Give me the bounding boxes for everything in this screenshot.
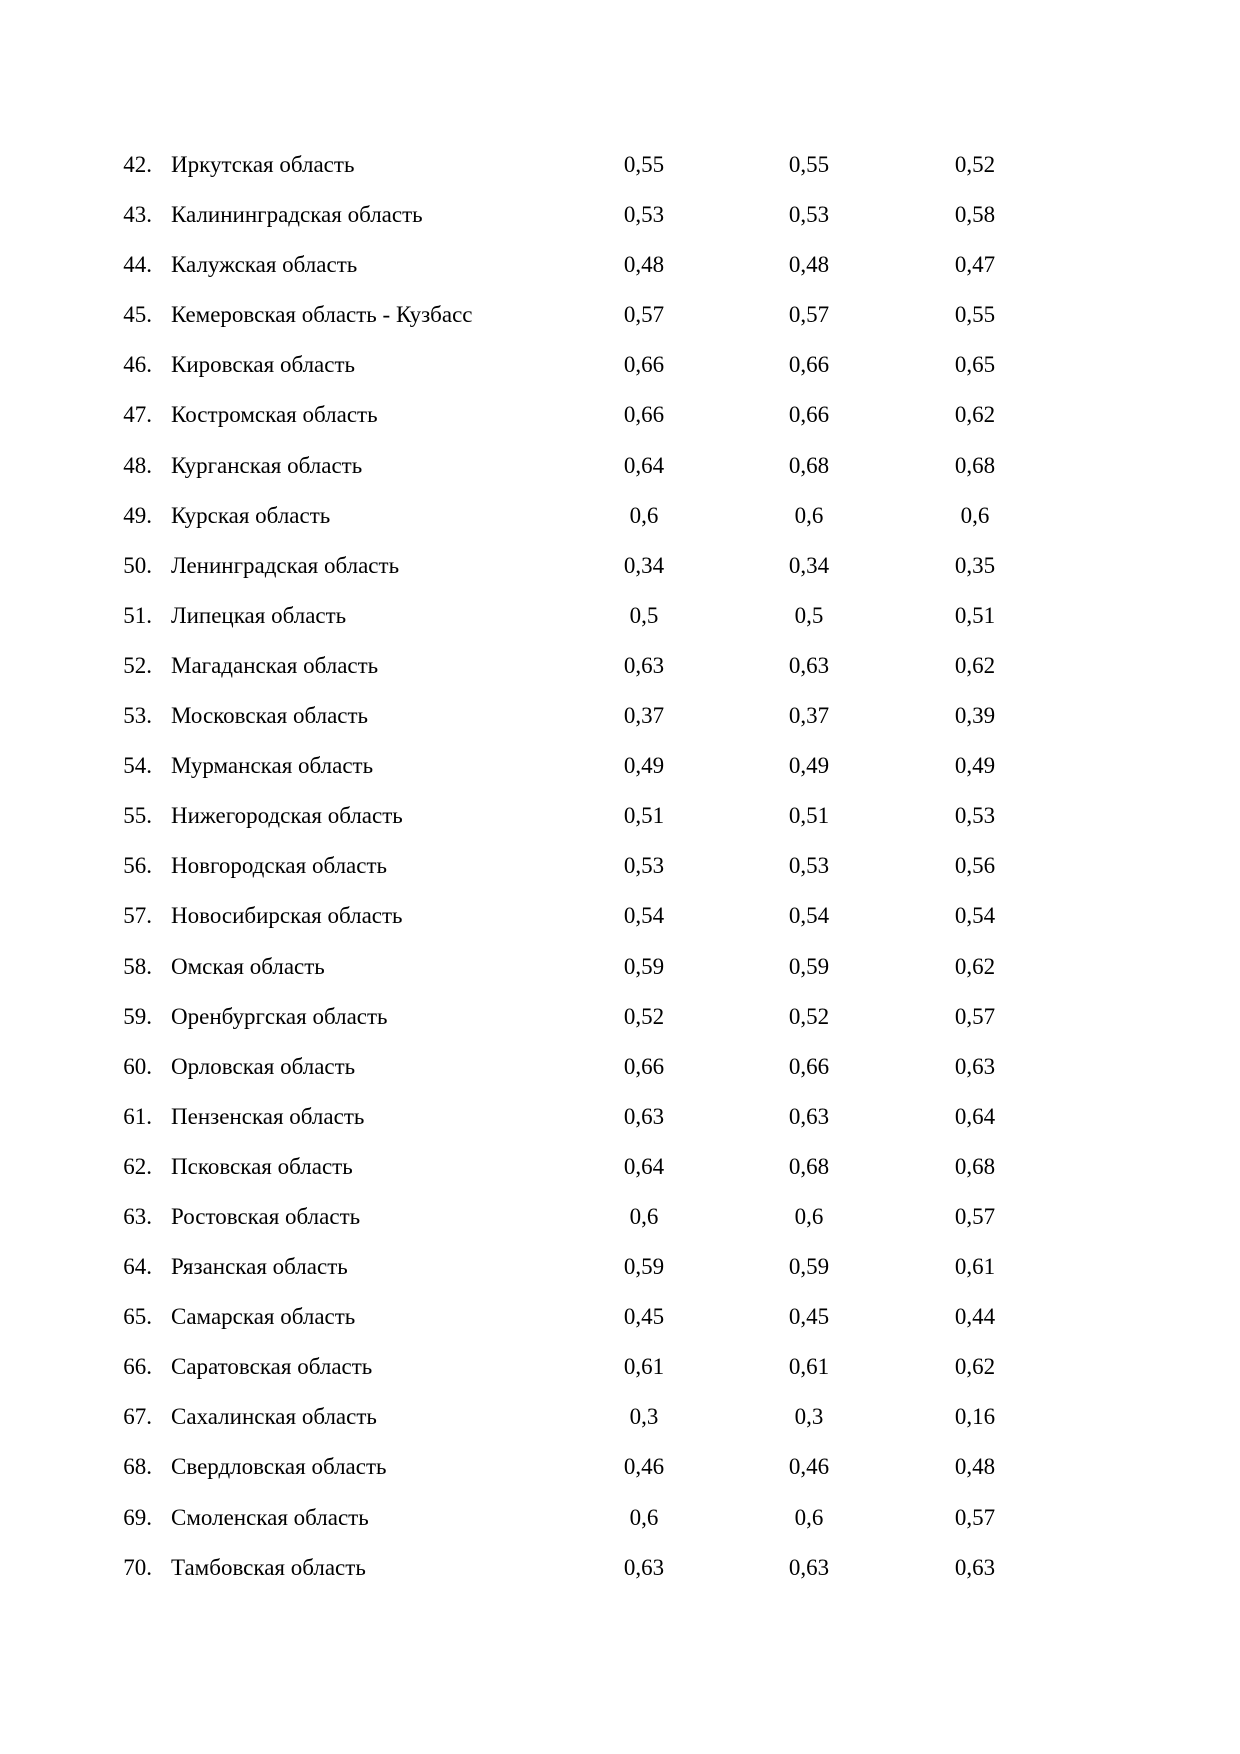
table-row bbox=[0, 1102, 1240, 1152]
region-name: Кемеровская область - Кузбасс bbox=[171, 302, 473, 328]
value-column-1: 0,53 bbox=[623, 202, 665, 228]
value-column-1: 0,66 bbox=[623, 402, 665, 428]
region-name: Новосибирская область bbox=[171, 903, 403, 929]
region-name: Новгородская область bbox=[171, 853, 388, 879]
value-column-3: 0,65 bbox=[954, 352, 996, 378]
value-column-3: 0,58 bbox=[954, 202, 996, 228]
value-column-3: 0,63 bbox=[954, 1554, 996, 1580]
value-column-1: 0,63 bbox=[623, 652, 665, 678]
value-column-2: 0,54 bbox=[788, 903, 830, 929]
value-column-3: 0,62 bbox=[954, 402, 996, 428]
value-column-3: 0,16 bbox=[954, 1404, 996, 1430]
table-row bbox=[0, 551, 1240, 601]
value-column-1: 0,52 bbox=[623, 1003, 665, 1029]
row-number: 57. bbox=[123, 903, 152, 929]
value-column-1: 0,59 bbox=[623, 1254, 665, 1280]
table-row bbox=[0, 952, 1240, 1002]
table-row bbox=[0, 1452, 1240, 1502]
row-number: 61. bbox=[123, 1103, 152, 1129]
value-column-3: 0,62 bbox=[954, 1354, 996, 1380]
value-column-3: 0,49 bbox=[954, 753, 996, 779]
row-number: 48. bbox=[123, 452, 152, 478]
table-row bbox=[0, 1252, 1240, 1302]
value-column-2: 0,66 bbox=[788, 352, 830, 378]
region-name: Ростовская область bbox=[171, 1203, 361, 1229]
row-number: 46. bbox=[123, 352, 152, 378]
value-column-3: 0,44 bbox=[954, 1304, 996, 1330]
value-column-1: 0,55 bbox=[623, 152, 665, 177]
value-column-3: 0,39 bbox=[954, 703, 996, 729]
value-column-3: 0,68 bbox=[954, 1153, 996, 1179]
value-column-2: 0,63 bbox=[788, 1554, 830, 1580]
value-column-1: 0,37 bbox=[623, 703, 665, 729]
region-name: Пензенская область bbox=[171, 1103, 365, 1129]
table-row bbox=[0, 400, 1240, 450]
value-column-1: 0,46 bbox=[623, 1454, 665, 1480]
region-name: Псковская область bbox=[171, 1153, 353, 1179]
row-number: 67. bbox=[123, 1404, 152, 1430]
value-column-2: 0,45 bbox=[788, 1304, 830, 1330]
value-column-3: 0,53 bbox=[954, 803, 996, 829]
value-column-3: 0,6 bbox=[960, 502, 990, 528]
value-column-2: 0,61 bbox=[788, 1354, 830, 1380]
value-column-1: 0,64 bbox=[623, 1153, 665, 1179]
value-column-2: 0,53 bbox=[788, 853, 830, 879]
value-column-1: 0,49 bbox=[623, 753, 665, 779]
table-row bbox=[0, 1002, 1240, 1052]
value-column-3: 0,48 bbox=[954, 1454, 996, 1480]
value-column-3: 0,56 bbox=[954, 853, 996, 879]
table-row bbox=[0, 1553, 1240, 1603]
value-column-3: 0,35 bbox=[954, 552, 996, 578]
value-column-2: 0,66 bbox=[788, 402, 830, 428]
value-column-1: 0,63 bbox=[623, 1554, 665, 1580]
value-column-2: 0,48 bbox=[788, 252, 830, 278]
value-column-2: 0,52 bbox=[788, 1003, 830, 1029]
row-number: 45. bbox=[123, 302, 152, 328]
value-column-2: 0,53 bbox=[788, 202, 830, 228]
table-row bbox=[0, 801, 1240, 851]
value-column-1: 0,6 bbox=[629, 502, 659, 528]
region-name: Тамбовская область bbox=[171, 1554, 366, 1580]
table-row bbox=[0, 200, 1240, 250]
row-number: 52. bbox=[123, 652, 152, 678]
row-number: 58. bbox=[123, 953, 152, 979]
value-column-3: 0,64 bbox=[954, 1103, 996, 1129]
table-row bbox=[0, 1402, 1240, 1452]
value-column-3: 0,68 bbox=[954, 452, 996, 478]
value-column-2: 0,59 bbox=[788, 1254, 830, 1280]
table-row bbox=[0, 501, 1240, 551]
table-row bbox=[0, 451, 1240, 501]
value-column-3: 0,51 bbox=[954, 602, 996, 628]
region-table bbox=[0, 150, 1240, 1603]
row-number: 65. bbox=[123, 1304, 152, 1330]
region-name: Липецкая область bbox=[171, 602, 347, 628]
value-column-2: 0,68 bbox=[788, 452, 830, 478]
value-column-1: 0,51 bbox=[623, 803, 665, 829]
region-name: Саратовская область bbox=[171, 1354, 373, 1380]
table-row bbox=[0, 300, 1240, 350]
region-name: Иркутская область bbox=[171, 152, 355, 177]
row-number: 63. bbox=[123, 1203, 152, 1229]
table-row bbox=[0, 751, 1240, 801]
row-number: 62. bbox=[123, 1153, 152, 1179]
region-name: Московская область bbox=[171, 703, 369, 729]
value-column-3: 0,52 bbox=[954, 152, 996, 177]
value-column-3: 0,55 bbox=[954, 302, 996, 328]
row-number: 44. bbox=[123, 252, 152, 278]
region-name: Сахалинская область bbox=[171, 1404, 377, 1430]
table-row bbox=[0, 1202, 1240, 1252]
table-row bbox=[0, 1503, 1240, 1553]
row-number: 42. bbox=[123, 152, 152, 177]
value-column-2: 0,34 bbox=[788, 552, 830, 578]
region-name: Курганская область bbox=[171, 452, 363, 478]
row-number: 59. bbox=[123, 1003, 152, 1029]
value-column-2: 0,68 bbox=[788, 1153, 830, 1179]
value-column-2: 0,66 bbox=[788, 1053, 830, 1079]
region-name: Орловская область bbox=[171, 1053, 356, 1079]
value-column-2: 0,6 bbox=[794, 1203, 824, 1229]
value-column-3: 0,57 bbox=[954, 1203, 996, 1229]
table-row bbox=[0, 150, 1240, 200]
value-column-1: 0,5 bbox=[629, 602, 659, 628]
value-column-2: 0,37 bbox=[788, 703, 830, 729]
row-number: 60. bbox=[123, 1053, 152, 1079]
table-row bbox=[0, 1302, 1240, 1352]
region-name: Калужская область bbox=[171, 252, 358, 278]
value-column-2: 0,63 bbox=[788, 1103, 830, 1129]
region-name: Свердловская область bbox=[171, 1454, 387, 1480]
value-column-1: 0,54 bbox=[623, 903, 665, 929]
value-column-2: 0,6 bbox=[794, 1504, 824, 1530]
value-column-2: 0,3 bbox=[794, 1404, 824, 1430]
value-column-3: 0,47 bbox=[954, 252, 996, 278]
region-name: Нижегородская область bbox=[171, 803, 403, 829]
value-column-2: 0,57 bbox=[788, 302, 830, 328]
value-column-2: 0,63 bbox=[788, 652, 830, 678]
table-row bbox=[0, 701, 1240, 751]
value-column-3: 0,54 bbox=[954, 903, 996, 929]
row-number: 54. bbox=[123, 753, 152, 779]
region-name: Костромская область bbox=[171, 402, 378, 428]
value-column-1: 0,63 bbox=[623, 1103, 665, 1129]
value-column-1: 0,59 bbox=[623, 953, 665, 979]
value-column-2: 0,49 bbox=[788, 753, 830, 779]
row-number: 50. bbox=[123, 552, 152, 578]
region-name: Смоленская область bbox=[171, 1504, 369, 1530]
value-column-2: 0,6 bbox=[794, 502, 824, 528]
region-name: Курская область bbox=[171, 502, 331, 528]
row-number: 43. bbox=[123, 202, 152, 228]
value-column-1: 0,45 bbox=[623, 1304, 665, 1330]
row-number: 53. bbox=[123, 703, 152, 729]
row-number: 68. bbox=[123, 1454, 152, 1480]
value-column-1: 0,64 bbox=[623, 452, 665, 478]
value-column-1: 0,3 bbox=[629, 1404, 659, 1430]
region-name: Кировская область bbox=[171, 352, 356, 378]
value-column-1: 0,66 bbox=[623, 1053, 665, 1079]
value-column-2: 0,5 bbox=[794, 602, 824, 628]
region-name: Калининградская область bbox=[171, 202, 423, 228]
region-name: Самарская область bbox=[171, 1304, 356, 1330]
table-row bbox=[0, 250, 1240, 300]
value-column-2: 0,46 bbox=[788, 1454, 830, 1480]
value-column-3: 0,61 bbox=[954, 1254, 996, 1280]
table-row bbox=[0, 901, 1240, 951]
table-row bbox=[0, 1052, 1240, 1102]
row-number: 66. bbox=[123, 1354, 152, 1380]
value-column-1: 0,66 bbox=[623, 352, 665, 378]
value-column-2: 0,51 bbox=[788, 803, 830, 829]
region-name: Омская область bbox=[171, 953, 325, 979]
value-column-3: 0,57 bbox=[954, 1003, 996, 1029]
row-number: 64. bbox=[123, 1254, 152, 1280]
region-name: Мурманская область bbox=[171, 753, 374, 779]
value-column-3: 0,62 bbox=[954, 652, 996, 678]
value-column-1: 0,48 bbox=[623, 252, 665, 278]
value-column-1: 0,6 bbox=[629, 1203, 659, 1229]
table-row bbox=[0, 1352, 1240, 1402]
row-number: 49. bbox=[123, 502, 152, 528]
value-column-1: 0,57 bbox=[623, 302, 665, 328]
value-column-2: 0,59 bbox=[788, 953, 830, 979]
value-column-3: 0,63 bbox=[954, 1053, 996, 1079]
region-name: Оренбургская область bbox=[171, 1003, 388, 1029]
row-number: 55. bbox=[123, 803, 152, 829]
row-number: 51. bbox=[123, 602, 152, 628]
table-row bbox=[0, 1152, 1240, 1202]
row-number: 47. bbox=[123, 402, 152, 428]
table-row bbox=[0, 601, 1240, 651]
table-row bbox=[0, 851, 1240, 901]
table-row bbox=[0, 350, 1240, 400]
value-column-3: 0,62 bbox=[954, 953, 996, 979]
row-number: 70. bbox=[123, 1554, 152, 1580]
value-column-1: 0,34 bbox=[623, 552, 665, 578]
value-column-1: 0,6 bbox=[629, 1504, 659, 1530]
value-column-1: 0,61 bbox=[623, 1354, 665, 1380]
region-name: Рязанская область bbox=[171, 1254, 348, 1280]
row-number: 56. bbox=[123, 853, 152, 879]
region-name: Магаданская область bbox=[171, 652, 379, 678]
region-name: Ленинградская область bbox=[171, 552, 400, 578]
row-number: 69. bbox=[123, 1504, 152, 1530]
value-column-3: 0,57 bbox=[954, 1504, 996, 1530]
value-column-1: 0,53 bbox=[623, 853, 665, 879]
value-column-2: 0,55 bbox=[788, 152, 830, 177]
table-row bbox=[0, 651, 1240, 701]
